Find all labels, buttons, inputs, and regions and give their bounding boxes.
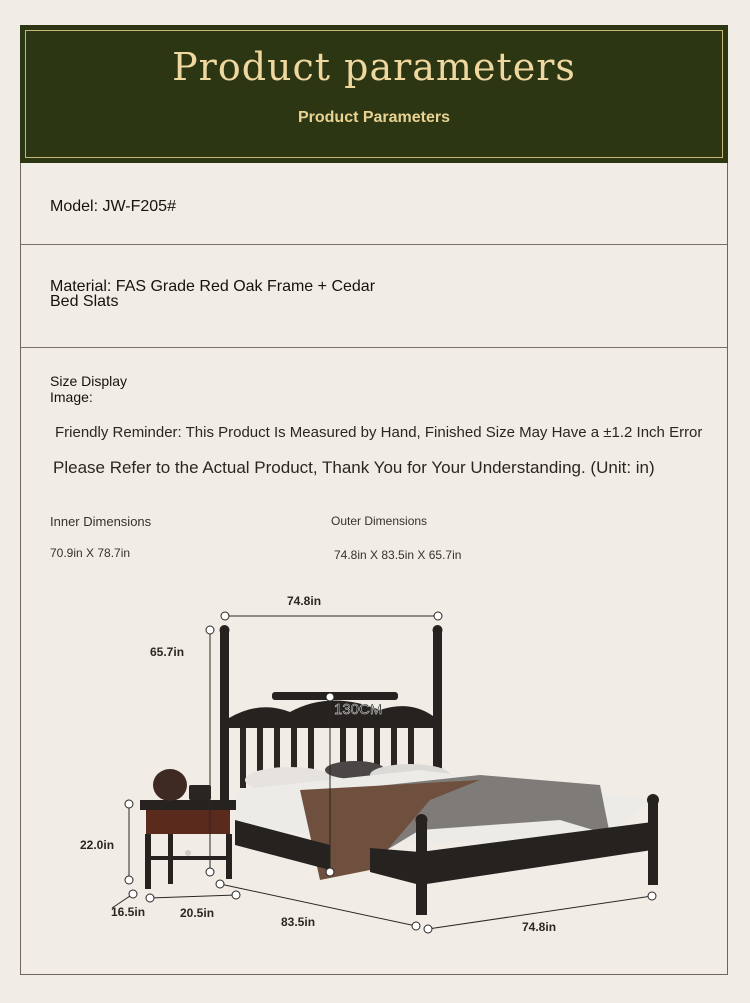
- back-right-post: [433, 630, 442, 790]
- headboard-crest: [229, 700, 433, 728]
- nightstand-top: [140, 800, 236, 810]
- outer-dimensions-value: 74.8in X 83.5in X 65.7in: [334, 548, 462, 562]
- reminder-text: Friendly Reminder: This Product Is Measured by Hand, Finished Size May Have a ±1.2 Inch Error: [55, 424, 703, 441]
- height-label: 65.7in: [150, 645, 185, 659]
- size-display-line-2: Image:: [50, 389, 93, 405]
- outer-dimensions-title: Outer Dimensions: [331, 514, 428, 528]
- bed-length-label: 83.5in: [281, 915, 316, 929]
- nightstand-width-label: 20.5in: [180, 906, 215, 920]
- header-subtitle: Product Parameters: [297, 109, 451, 126]
- nightstand-width-line: [150, 895, 236, 898]
- vase: [153, 769, 187, 801]
- model-text: Model: JW-F205#: [50, 198, 176, 215]
- bed-width-label: 74.8in: [522, 920, 557, 934]
- nightstand-drawer: [146, 810, 230, 834]
- nightstand-depth-label: 16.5in: [111, 905, 146, 919]
- refer-text: Please Refer to the Actual Product, Thank You for Your Understanding. (Unit: in): [53, 458, 655, 477]
- inner-dimensions-title: Inner Dimensions: [50, 514, 152, 529]
- material-line-1: Material: FAS Grade Red Oak Frame + Cedar: [50, 278, 376, 295]
- header-title: Product parameters: [172, 45, 576, 89]
- material-line-2: Bed Slats: [50, 293, 119, 310]
- size-display-line-1: Size Display: [50, 373, 128, 389]
- nightstand-height-label: 22.0in: [80, 838, 115, 852]
- headboard-top-rail: [272, 692, 398, 700]
- foot-left-post: [416, 820, 427, 915]
- headboard-height-label: 130CM: [334, 701, 383, 718]
- foot-right-post: [648, 800, 658, 885]
- bed-length-line: [220, 884, 416, 926]
- top-width-label: 74.8in: [287, 594, 322, 608]
- bed-illustration: [220, 625, 660, 915]
- inner-dimensions-value: 70.9in X 78.7in: [50, 546, 131, 560]
- radio: [189, 785, 211, 800]
